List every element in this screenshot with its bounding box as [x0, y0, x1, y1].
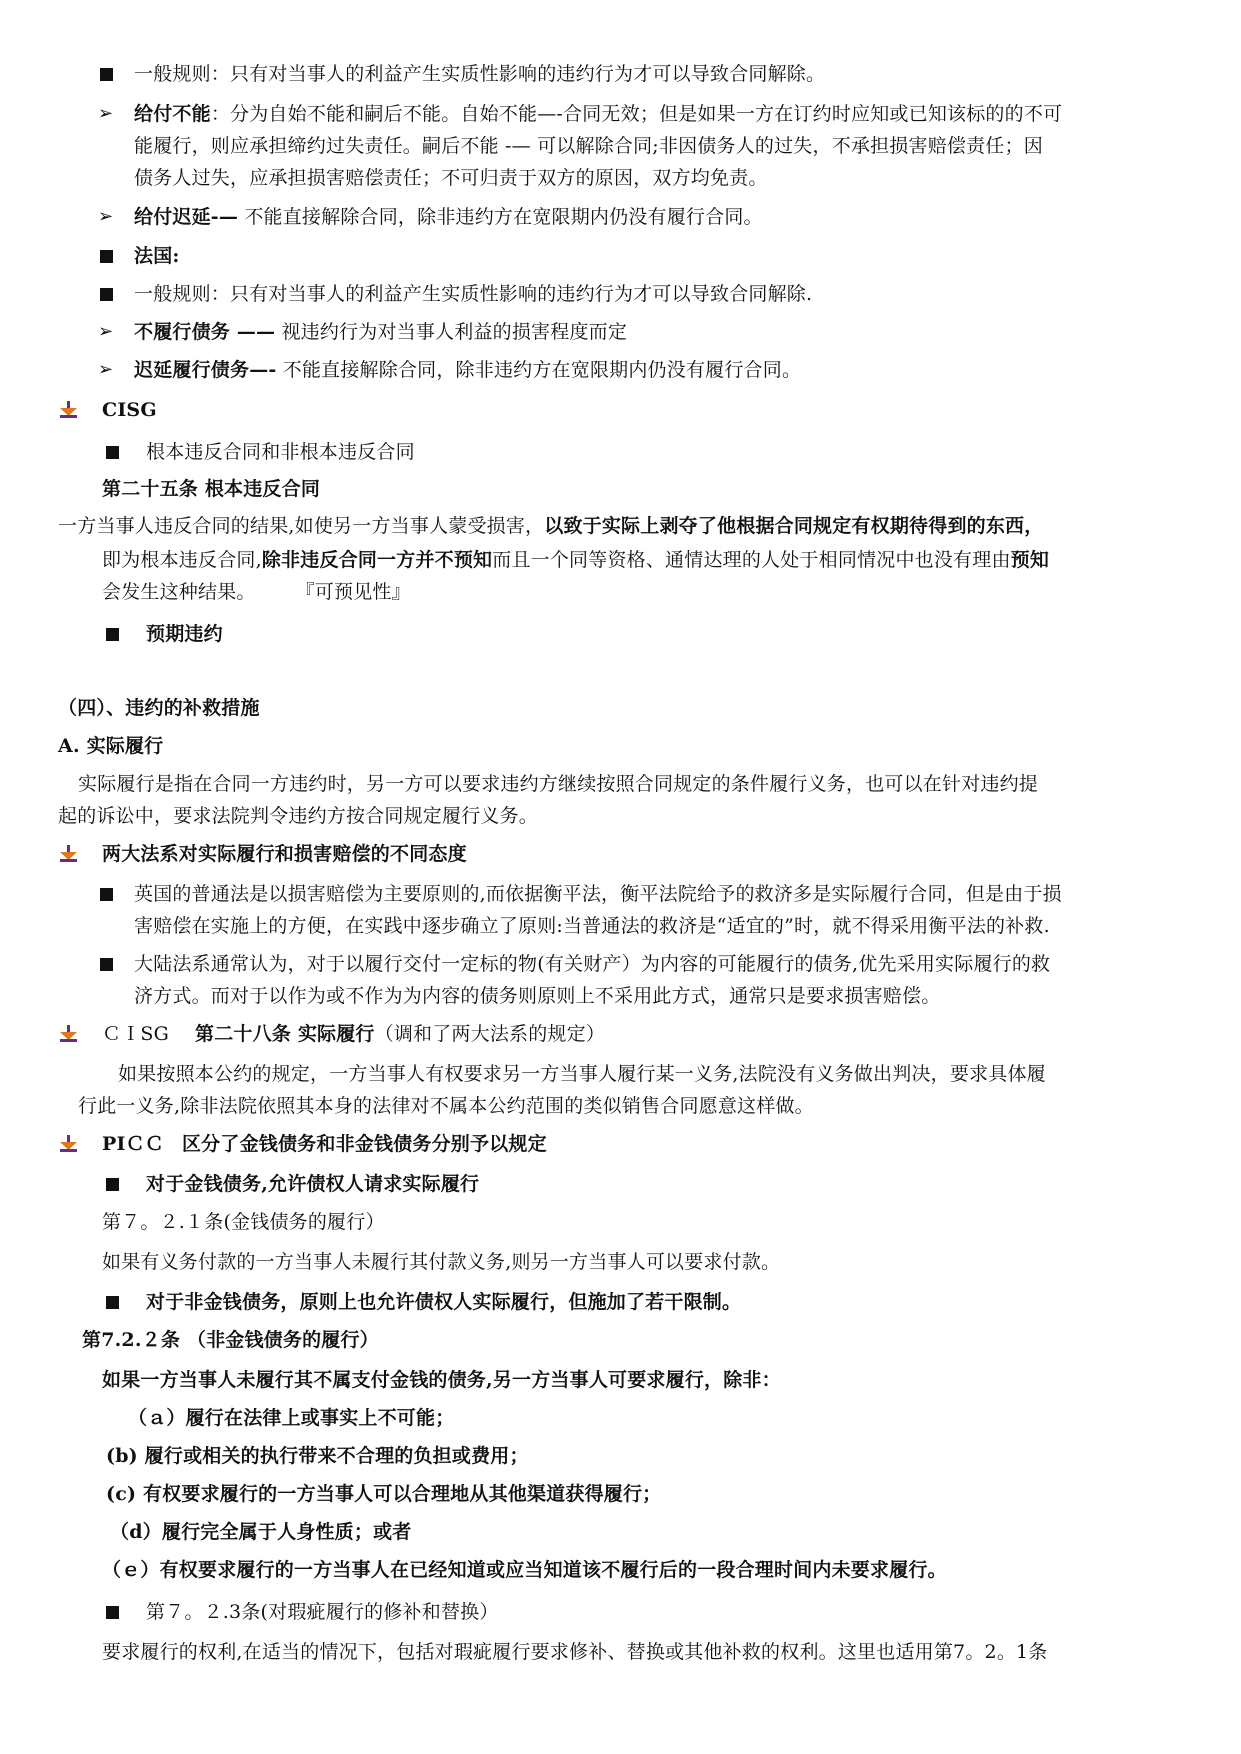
text-line — [134, 358, 801, 382]
text-line: 要求履行的权利,在适当的情况下，包括对瑕疵履行要求修补、替换或其他补救的权利。这里也适用第7。2。1条 — [102, 1641, 1048, 1663]
text-segment: ＣＩSG — [102, 1023, 169, 1045]
text-segment: 视违约行为对当事人利益的损害程度而定 — [275, 321, 628, 343]
text-segment: ：分为自始不能和嗣后不能。自始不能—-合同无效；但是如果一方在订约时应知或已知该标的的不可 — [210, 103, 1063, 125]
list-item: （ａ）履行在法律上或事实上不可能； — [128, 1407, 455, 1429]
article-heading: 第二十八条 实际履行 — [195, 1023, 375, 1045]
text-line — [134, 320, 627, 344]
heading-term: 不履行债务 —— — [134, 321, 276, 343]
arrow-bullet-icon: ➢ — [98, 359, 114, 380]
article-heading: 第7.2.２条 （非金钱债务的履行） — [82, 1329, 379, 1351]
text-line — [102, 548, 1049, 572]
text-line: 如果有义务付款的一方当事人未履行其付款义务,则另一方当事人可以要求付款。 — [102, 1251, 781, 1273]
section-heading: （四）、违约的补救措施 — [58, 697, 260, 719]
arrow-bullet-icon: ➢ — [98, 103, 114, 124]
flag-bullet-icon — [58, 1134, 78, 1154]
section-heading: 预期违约 — [146, 623, 223, 645]
arrow-bullet-icon: ➢ — [98, 321, 114, 342]
list-item: (c) 有权要求履行的一方当事人可以合理地从其他渠道获得履行； — [106, 1483, 662, 1505]
text-line — [58, 514, 1043, 538]
emphasis-text: 除非违反合同一方并不预知 — [261, 549, 493, 571]
list-item: （ｅ）有权要求履行的一方当事人在已经知道或应当知道该不履行后的一段合理时间内未要求履行。 — [102, 1559, 947, 1581]
text-line: 一般规则：只有对当事人的利益产生实质性影响的违约行为才可以导致合同解除. — [134, 283, 813, 305]
text-line: 行此一义务,除非法院依照其本身的法律对不属本公约范围的类似销售合同愿意这样做。 — [78, 1095, 814, 1117]
text-line: 害赔偿在实施上的方便，在实践中逐步确立了原则:当普通法的救济是“适宜的”时，就不得采用衡平法的补救. — [134, 915, 1050, 937]
text-segment: 会发生这种结果。 — [102, 581, 256, 603]
section-heading: 对于非金钱债务，原则上也允许债权人实际履行，但施加了若干限制。 — [146, 1291, 742, 1313]
text-segment: 即为根本违反合同, — [102, 549, 262, 571]
heading-term: 给付不能 — [134, 103, 211, 125]
text-line: 第７。２.１条(金钱债务的履行） — [102, 1211, 385, 1233]
text-line: 大陆法系通常认为，对于以履行交付一定标的物(有关财产）为内容的可能履行的债务,优先采用实际履行的救 — [134, 953, 1051, 975]
text-segment: 不能直接解除合同，除非违约方在宽限期内仍没有履行合同。 — [238, 206, 763, 228]
section-heading: 对于金钱债务,允许债权人请求实际履行 — [146, 1173, 480, 1195]
heading-term: 区分了金钱债务和非金钱债务分别予以规定 — [181, 1133, 547, 1155]
heading-term: PIＣＣ — [102, 1133, 164, 1155]
emphasis-text: 预知 — [1010, 549, 1050, 571]
square-bullet-icon — [106, 1606, 119, 1619]
square-bullet-icon — [106, 1178, 119, 1191]
arrow-bullet-icon: ➢ — [98, 206, 114, 227]
text-line: 如果一方当事人未履行其不属支付金钱的债务,另一方当事人可要求履行，除非： — [102, 1369, 781, 1391]
text-segment: （调和了两大法系的规定） — [374, 1023, 606, 1045]
square-bullet-icon — [100, 250, 113, 263]
text-line: 英国的普通法是以损害赔偿为主要原则的,而依据衡平法，衡平法院给予的救济多是实际履行合同，但是由于损 — [134, 883, 1062, 905]
section-heading: CISG — [102, 399, 157, 421]
text-line: 实际履行是指在合同一方违约时，另一方可以要求违约方继续按照合同规定的条件履行义务，也可以在针对违约提 — [78, 773, 1039, 795]
list-item: (b) 履行或相关的执行带来不合理的负担或费用； — [106, 1445, 529, 1467]
text-line: 如果按照本公约的规定，一方当事人有权要求另一方当事人履行某一义务,法院没有义务做出判决，要求具体履 — [118, 1063, 1046, 1085]
text-line: 债务人过失，应承担损害赔偿责任；不可归责于双方的原因，双方均免责。 — [134, 167, 768, 189]
square-bullet-icon — [106, 446, 119, 459]
flag-bullet-icon — [58, 844, 78, 864]
text-line: 一般规则：只有对当事人的利益产生实质性影响的违约行为才可以导致合同解除。 — [134, 63, 826, 85]
text-line: 起的诉讼中，要求法院判令违约方按合同规定履行义务。 — [58, 805, 539, 827]
text-segment: 而且一个同等资格、通情达理的人处于相同情况中也没有理由 — [492, 549, 1011, 571]
square-bullet-icon — [100, 288, 113, 301]
heading-term: 迟延履行债务—- — [134, 359, 277, 381]
text-line: 能履行，则应承担缔约过失责任。嗣后不能 -— 可以解除合同;非因债务人的过失，不承担损害赔偿责任；因 — [134, 135, 1043, 157]
square-bullet-icon — [100, 888, 113, 901]
square-bullet-icon — [106, 1296, 119, 1309]
text-segment: 『可预见性』 — [295, 581, 411, 603]
section-heading — [102, 1132, 547, 1156]
flag-bullet-icon — [58, 400, 78, 420]
text-line — [134, 102, 1062, 126]
emphasis-text: 以致于实际上剥夺了他根据合同规定有权期待得到的东西， — [544, 515, 1044, 537]
section-heading: 两大法系对实际履行和损害赔偿的不同态度 — [102, 843, 467, 865]
text-line — [102, 580, 411, 604]
square-bullet-icon — [100, 958, 113, 971]
text-line: 第７。２.3条(对瑕疵履行的修补和替换） — [146, 1601, 499, 1623]
text-line: 根本违反合同和非根本违反合同 — [146, 441, 415, 463]
text-segment: 一方当事人违反合同的结果,如使另一方当事人蒙受损害， — [58, 515, 545, 537]
text-line — [102, 1022, 605, 1046]
flag-bullet-icon — [58, 1024, 78, 1044]
section-heading: 法国: — [134, 245, 180, 267]
section-heading: A. 实际履行 — [58, 735, 164, 757]
text-line: 济方式。而对于以作为或不作为为内容的债务则原则上不采用此方式，通常只是要求损害赔偿。 — [134, 985, 941, 1007]
list-item: （d）履行完全属于人身性质；或者 — [110, 1521, 412, 1543]
text-line — [134, 205, 763, 229]
heading-term: 给付迟延-— — [134, 206, 239, 228]
square-bullet-icon — [100, 68, 113, 81]
text-segment: 不能直接解除合同，除非违约方在宽限期内仍没有履行合同。 — [276, 359, 802, 381]
article-heading: 第二十五条 根本违反合同 — [102, 478, 321, 500]
square-bullet-icon — [106, 628, 119, 641]
